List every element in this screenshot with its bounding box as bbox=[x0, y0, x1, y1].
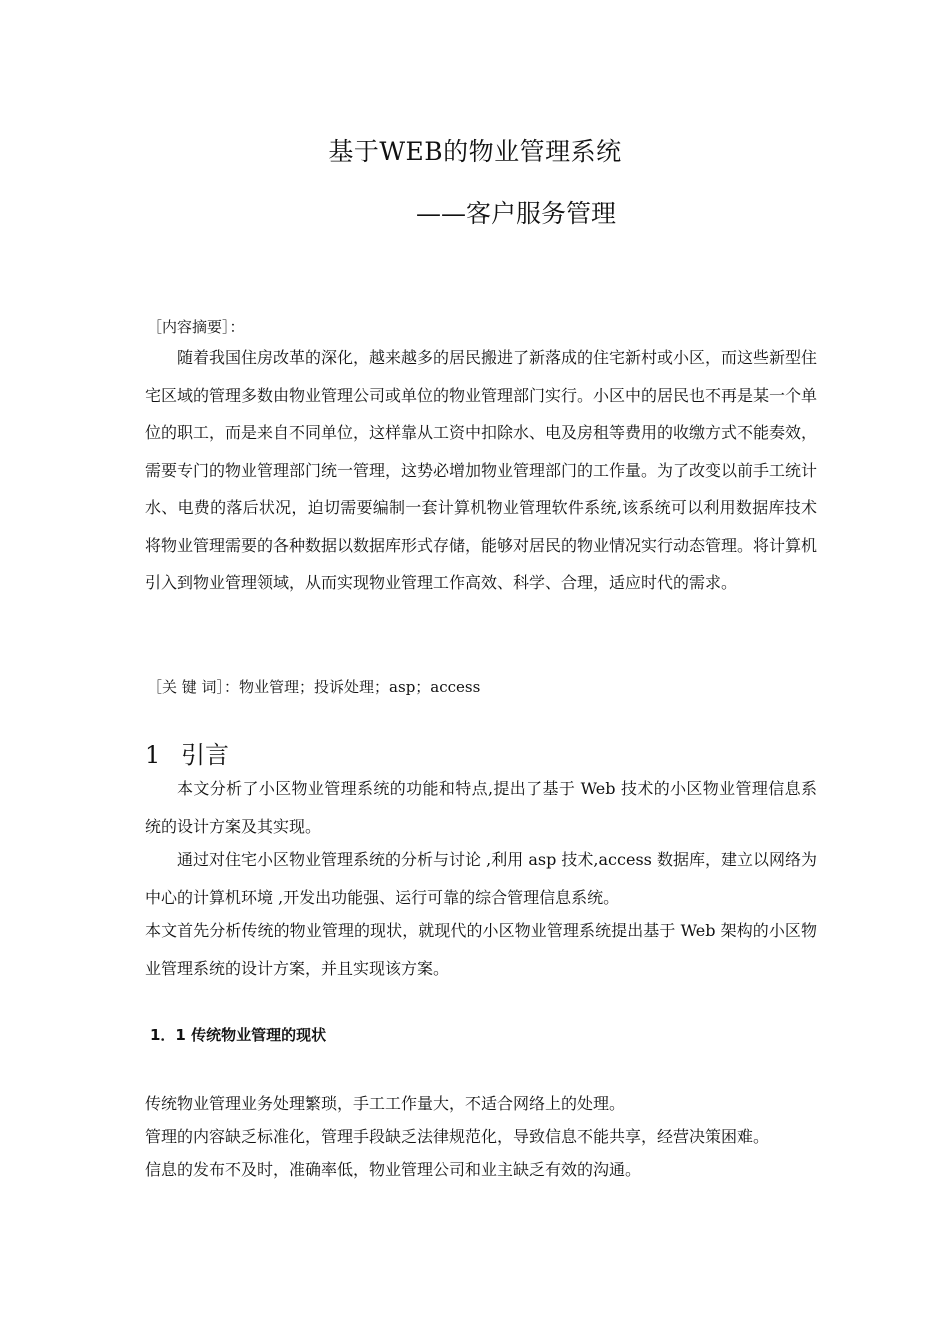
section-1-1-heading: 1．1 传统物业管理的现状 bbox=[150, 1026, 327, 1044]
section-number: 1 bbox=[145, 741, 161, 769]
section-1-paragraph-2: 通过对住宅小区物业管理系统的分析与讨论 ,利用 asp 技术,access 数据库，建立以网络为中心的计算机环境 ,开发出功能强、运行可靠的综合管理信息系统。 bbox=[145, 850, 817, 907]
abstract-label: ［内容摘要］： bbox=[147, 318, 245, 336]
section-1-paragraph-1: 本文分析了小区物业管理系统的功能和特点,提出了基于 Web 技术的小区物业管理信息系统的设计方案及其实现。 bbox=[145, 779, 817, 836]
section-1-paragraph-3: 本文首先分析传统的物业管理的现状，就现代的小区物业管理系统提出基于 Web 架构的小区物业管理系统的设计方案，并且实现该方案。 bbox=[145, 921, 817, 978]
section-1-heading bbox=[145, 735, 229, 770]
document-title: 基于WEB的物业管理系统 bbox=[328, 137, 622, 166]
abstract-text: 随着我国住房改革的深化，越来越多的居民搬进了新落成的住宅新村或小区，而这些新型住宅区域的管理多数由物业管理公司或单位的物业管理部门实行。小区中的居民也不再是某一个单位的职工，而是来自不同单位，这样靠从工资中扣除水、电及房租等费用的收缴方式不能奏效，需要专门的物业管理部门统一管理，这势必增加物业管理部门的工作量。为了改变以前手工统计水、电费的落后状况，迫切需要编制一套计算机物业管理软件系统,该系统可以利用数据库技术将物业管理需要的各种数据以数据库形式存储，能够对居民的物业情况实行动态管理。将计算机引入到物业管理领域，从而实现物业管理工作高效、科学、合理，适应时代的需求。 bbox=[145, 348, 818, 592]
section-title: 引言 bbox=[181, 741, 229, 769]
keywords-label: ［关 键 词］： bbox=[147, 678, 240, 696]
list-item: 信息的发布不及时，准确率低，物业管理公司和业主缺乏有效的沟通。 bbox=[145, 1160, 642, 1179]
document-subtitle: ——客户服务管理 bbox=[416, 199, 617, 228]
list-item: 管理的内容缺乏标准化，管理手段缺乏法律规范化，导致信息不能共享，经营决策困难。 bbox=[145, 1127, 770, 1146]
keywords-line bbox=[147, 676, 480, 697]
keywords-text: 物业管理；投诉处理；asp；access bbox=[239, 678, 481, 696]
list-item: 传统物业管理业务处理繁琐，手工工作量大，不适合网络上的处理。 bbox=[145, 1094, 626, 1113]
